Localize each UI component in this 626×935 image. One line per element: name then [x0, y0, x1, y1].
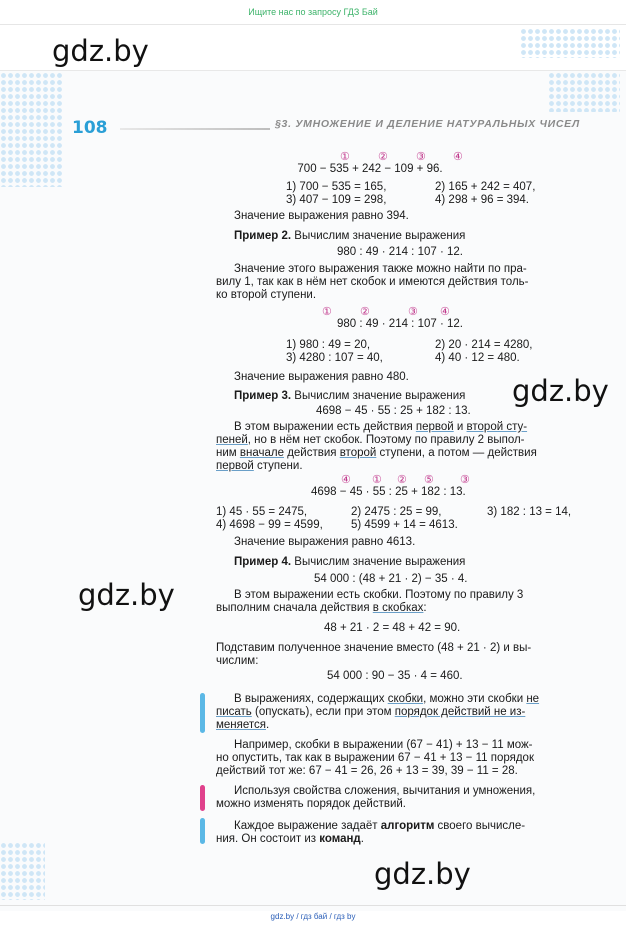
rule-line: Используя свойства сложения, вычитания и умножения,: [234, 785, 536, 797]
expression: 54 000 : 90 − 35 · 4 = 460.: [327, 670, 463, 682]
example-4-heading: [234, 556, 465, 569]
result-line: Значение выражения равно 394.: [234, 210, 409, 222]
calc-step: 3) 407 − 109 = 298,: [286, 194, 387, 206]
footer-links[interactable]: gdz.by / гдз бай / гдз by: [270, 912, 356, 921]
result-line: Значение выражения равно 480.: [234, 371, 409, 383]
calc-step: 4) 298 + 96 = 394.: [435, 194, 529, 206]
step-mark: ①: [372, 474, 382, 486]
rule-line: ния. Он состоит из команд.: [216, 833, 364, 845]
paragraph-line: Например, скобки в выражении (67 − 41) + 13 − 11 мож-: [234, 739, 533, 751]
paragraph-line: В этом выражении есть скобки. Поэтому по правилу 3: [234, 589, 524, 601]
step-mark: ①: [322, 306, 332, 318]
chapter-title: §3. УМНОЖЕНИЕ И ДЕЛЕНИЕ НАТУРАЛЬНЫХ ЧИСЕЛ: [275, 118, 580, 130]
example-text: Вычислим значение выражения: [291, 390, 466, 402]
paragraph-line: Подставим полученное значение вместо (48 + 21 · 2) и вы-: [216, 642, 532, 654]
rule-line: В выражениях, содержащих скобки, можно эти скобки не: [234, 693, 540, 705]
step-mark: ③: [408, 306, 418, 318]
calc-step: 1) 700 − 535 = 165,: [286, 181, 387, 193]
step-mark: ④: [453, 151, 463, 163]
calc-step: 5) 4599 + 14 = 4613.: [351, 519, 458, 531]
result-line: Значение выражения равно 4613.: [234, 536, 416, 548]
calc-step: 2) 2475 : 25 = 99,: [351, 506, 442, 518]
rule-line: можно изменять порядок действий.: [216, 798, 406, 810]
paragraph-line: первой ступени.: [216, 460, 303, 472]
top-banner: [0, 0, 626, 24]
step-mark: ②: [360, 306, 370, 318]
top-search-link[interactable]: Ищите нас по запросу ГДЗ Бай: [248, 7, 378, 17]
watermark-middle-left: gdz.by: [78, 578, 175, 612]
example-2-heading: [234, 230, 465, 243]
dot-pattern-top-right: [520, 28, 620, 58]
rule-line: писать (опускать), если при этом порядок действий не из-: [216, 706, 526, 718]
calc-step: 2) 20 · 214 = 4280,: [435, 339, 533, 351]
expression: 4698 − 45 · 55 : 25 + 182 : 13.: [316, 405, 471, 417]
example-text: Вычислим значение выражения: [291, 556, 466, 568]
example-label: Пример 4.: [234, 556, 292, 568]
step-mark: ③: [416, 151, 426, 163]
watermark-top-left: gdz.by: [52, 34, 149, 68]
paragraph-line: ним вначале действия второй ступени, а потом — действия: [216, 447, 537, 459]
step-mark: ①: [340, 151, 350, 163]
paragraph-line: вилу 1, так как в нём нет скобок и имеются действия толь-: [216, 276, 529, 288]
expression: 54 000 : (48 + 21 · 2) − 35 · 4.: [314, 573, 468, 585]
paragraph-line: пеней, но в нём нет скобок. Поэтому по правилу 2 выпол-: [216, 434, 525, 446]
expression: 980 : 49 · 214 : 107 · 12.: [337, 318, 463, 330]
calc-step: 4) 40 · 12 = 480.: [435, 352, 520, 364]
rule-marker-pink: [200, 785, 205, 811]
calc-step: 2) 165 + 242 = 407,: [435, 181, 536, 193]
step-mark: ⑤: [424, 474, 434, 486]
example-text: Вычислим значение выражения: [291, 230, 466, 242]
paragraph-line: ко второй ступени.: [216, 289, 317, 301]
bottom-divider: [0, 905, 626, 906]
step-mark: ④: [440, 306, 450, 318]
step-mark: ③: [460, 474, 470, 486]
step-mark: ②: [378, 151, 388, 163]
rule-marker-blue: [200, 818, 205, 844]
paragraph-line: но опустить, так как в выражении 67 − 41 + 13 − 11 порядок: [216, 752, 534, 764]
expression: 980 : 49 · 214 : 107 · 12.: [337, 246, 463, 258]
step-mark: ④: [341, 474, 351, 486]
page-number: 108: [72, 118, 108, 138]
watermark-bottom: gdz.by: [374, 857, 471, 891]
example-3-heading: [234, 390, 465, 403]
paragraph-line: В этом выражении есть действия первой и второй сту-: [234, 421, 528, 433]
top-divider: [0, 24, 626, 25]
expression: 48 + 21 · 2 = 48 + 42 = 90.: [324, 622, 461, 634]
rule-marker-blue: [200, 693, 205, 733]
rule-line: Каждое выражение задаёт алгоритм своего вычисле-: [234, 820, 526, 832]
calc-step: 1) 45 · 55 = 2475,: [216, 506, 308, 518]
paragraph-line: выполним сначала действия в скобках:: [216, 602, 427, 614]
example-label: Пример 3.: [234, 390, 292, 402]
example-label: Пример 2.: [234, 230, 292, 242]
paragraph-line: Значение этого выражения также можно найти по пра-: [234, 263, 527, 275]
rule-line: меняется.: [216, 719, 270, 731]
dot-pattern-bottom-left: [0, 842, 45, 900]
paragraph-line: действий тот же: 67 − 41 = 26, 26 + 13 = 39, 39 − 11 = 28.: [216, 765, 518, 777]
dot-pattern-right-top: [548, 72, 620, 112]
calc-step: 4) 4698 − 99 = 4599,: [216, 519, 323, 531]
expression: 4698 − 45 · 55 : 25 + 182 : 13.: [311, 486, 466, 498]
dot-pattern-left-top: [0, 72, 62, 187]
watermark-middle-right: gdz.by: [512, 374, 609, 408]
calc-step: 3) 182 : 13 = 14,: [487, 506, 572, 518]
step-mark: ②: [397, 474, 407, 486]
calc-step: 3) 4280 : 107 = 40,: [286, 352, 383, 364]
header-rule: [120, 128, 270, 130]
calc-step: 1) 980 : 49 = 20,: [286, 339, 371, 351]
expression: 700 − 535 + 242 − 109 + 96.: [297, 163, 443, 175]
paragraph-line: числим:: [216, 655, 259, 667]
